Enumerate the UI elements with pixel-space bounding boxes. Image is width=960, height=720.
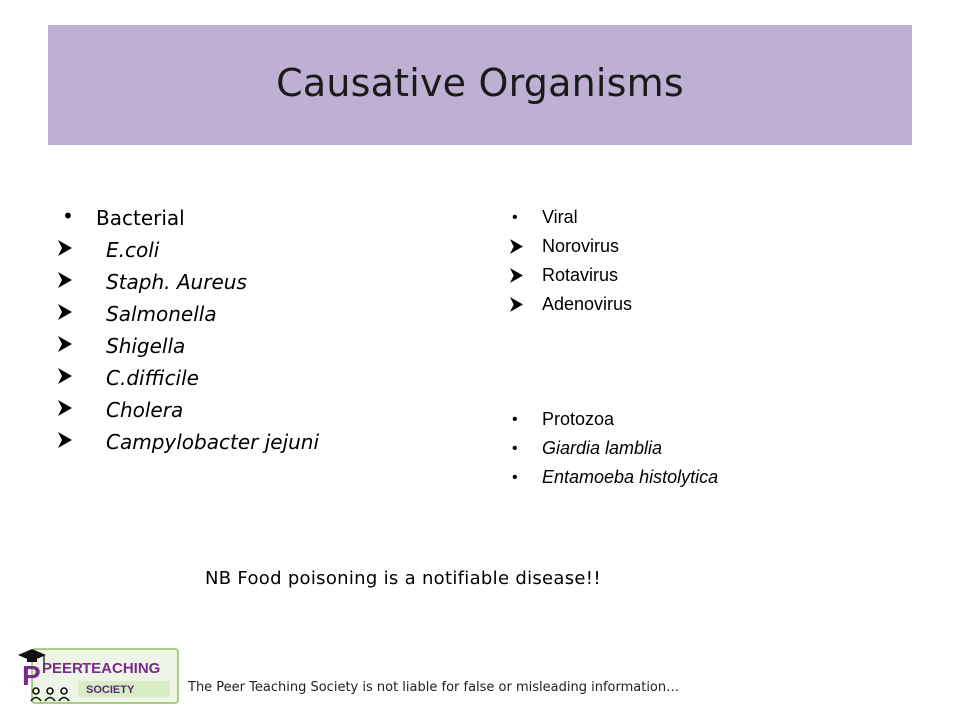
protozoa-item: Giardia lamblia <box>542 438 663 458</box>
bacterial-heading: Bacterial <box>96 206 185 230</box>
svg-text:SOCIETY: SOCIETY <box>86 684 135 696</box>
list-item <box>58 328 478 360</box>
bacterial-list <box>58 200 478 456</box>
list-item <box>58 264 478 296</box>
arrow-bullet-icon <box>510 297 523 312</box>
arrow-bullet-icon <box>58 304 72 320</box>
viral-heading: Viral <box>542 207 578 227</box>
arrow-bullet-icon <box>58 368 72 384</box>
bullet-dot-icon: • <box>512 411 518 428</box>
arrow-bullet-icon <box>58 432 72 448</box>
arrow-bullet-icon <box>510 268 523 283</box>
title-band <box>48 25 912 145</box>
list-item <box>510 261 810 290</box>
bacterial-item: C.difficile <box>106 366 199 390</box>
bacterial-item: Cholera <box>106 398 184 422</box>
viral-item: Rotavirus <box>542 265 619 285</box>
viral-list <box>510 203 810 319</box>
list-item <box>58 232 478 264</box>
arrow-bullet-icon <box>58 272 72 288</box>
svg-text:P: P <box>22 660 41 691</box>
list-item <box>510 434 810 463</box>
list-item <box>510 290 810 319</box>
protozoa-heading-row <box>510 405 810 434</box>
list-item <box>58 424 478 456</box>
arrow-bullet-icon <box>58 400 72 416</box>
protozoa-item: Entamoeba histolytica <box>542 467 719 487</box>
bullet-dot-icon: • <box>512 209 518 226</box>
bacterial-item: Campylobacter jejuni <box>106 430 320 454</box>
disclaimer-text: The Peer Teaching Society is not liable for false or misleading information… <box>188 680 680 695</box>
list-item <box>58 296 478 328</box>
bacterial-heading-row <box>58 200 478 232</box>
bullet-dot-icon: • <box>62 204 74 228</box>
list-item <box>510 232 810 261</box>
protozoa-list <box>510 405 810 492</box>
svg-text:TEACHING: TEACHING <box>82 660 161 677</box>
arrow-bullet-icon <box>58 240 72 256</box>
slide-title: Causative Organisms <box>276 61 684 105</box>
list-item <box>58 360 478 392</box>
bullet-dot-icon: • <box>512 440 518 457</box>
protozoa-heading: Protozoa <box>542 409 615 429</box>
svg-text:PEER: PEER <box>42 660 83 677</box>
arrow-bullet-icon <box>510 239 523 254</box>
bullet-dot-icon: • <box>512 469 518 486</box>
bacterial-item: Shigella <box>106 334 186 358</box>
bacterial-item: Staph. Aureus <box>106 270 247 294</box>
viral-heading-row <box>510 203 810 232</box>
viral-item: Adenovirus <box>542 294 633 314</box>
bacterial-item: Salmonella <box>106 302 217 326</box>
food-poisoning-note: NB Food poisoning is a notifiable disease!! <box>205 568 601 589</box>
list-item <box>58 392 478 424</box>
bacterial-item: E.coli <box>106 238 160 262</box>
list-item <box>510 463 810 492</box>
peer-teaching-society-logo <box>16 645 180 705</box>
viral-item: Norovirus <box>542 236 620 256</box>
arrow-bullet-icon <box>58 336 72 352</box>
